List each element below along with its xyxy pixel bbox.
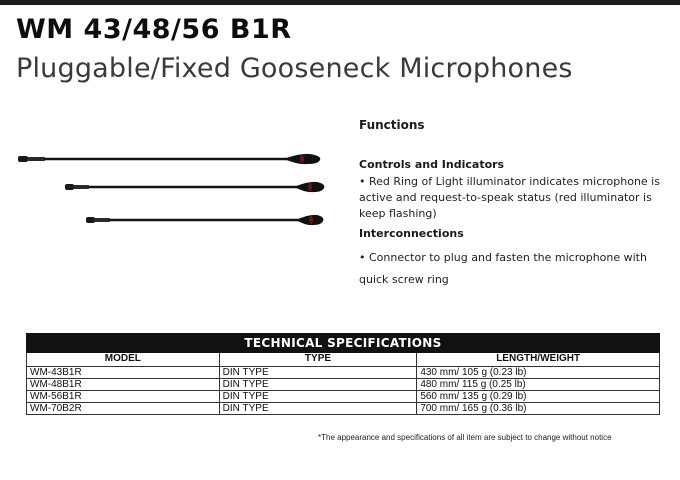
interconnections-heading: Interconnections [359,227,464,240]
model-cell: WM-43B1R [27,366,220,378]
page-title: WM 43/48/56 B1R [16,14,292,45]
type-cell: DIN TYPE [219,390,417,402]
table-row [27,378,660,390]
functions-section [359,117,669,291]
model-cell: WM-70B2R [27,402,220,414]
spec-table [26,353,660,415]
column-header-length-weight: LENGTH/WEIGHT [417,353,660,366]
table-row [27,402,660,414]
type-cell: DIN TYPE [219,402,417,414]
length-weight-cell: 560 mm/ 135 g (0.29 lb) [417,390,660,402]
column-header-type: TYPE [219,353,417,366]
length-weight-cell: 700 mm/ 165 g (0.36 lb) [417,402,660,414]
length-weight-cell: 480 mm/ 115 g (0.25 lb) [417,378,660,390]
controls-heading: Controls and Indicators [359,158,505,171]
controls-text: • Red Ring of Light illuminator indicates microphone is active and request-to-speak status (red illuminator is keep flashing) [359,175,660,220]
length-weight-cell: 430 mm/ 105 g (0.23 lb) [417,366,660,378]
table-row [27,390,660,402]
top-bar [0,0,680,5]
model-cell: WM-48B1R [27,378,220,390]
column-header-model: MODEL [27,353,220,366]
table-header-row [27,353,660,366]
type-cell: DIN TYPE [219,378,417,390]
interconnections-text: • Connector to plug and fasten the microphone with quick screw ring [359,251,647,286]
model-cell: WM-56B1R [27,390,220,402]
microphone-43-image [18,154,320,164]
microphone-56-image [86,215,323,225]
functions-heading: Functions [359,118,425,132]
table-row [27,366,660,378]
footnote: *The appearance and specifications of all item are subject to change without notice [318,433,612,442]
page-subtitle: Pluggable/Fixed Gooseneck Microphones [16,53,573,84]
spec-table-title: TECHNICAL SPECIFICATIONS [26,333,660,353]
microphone-48-image [65,182,324,192]
spec-table-container [26,333,660,415]
type-cell: DIN TYPE [219,366,417,378]
microphones-illustration [14,140,334,240]
